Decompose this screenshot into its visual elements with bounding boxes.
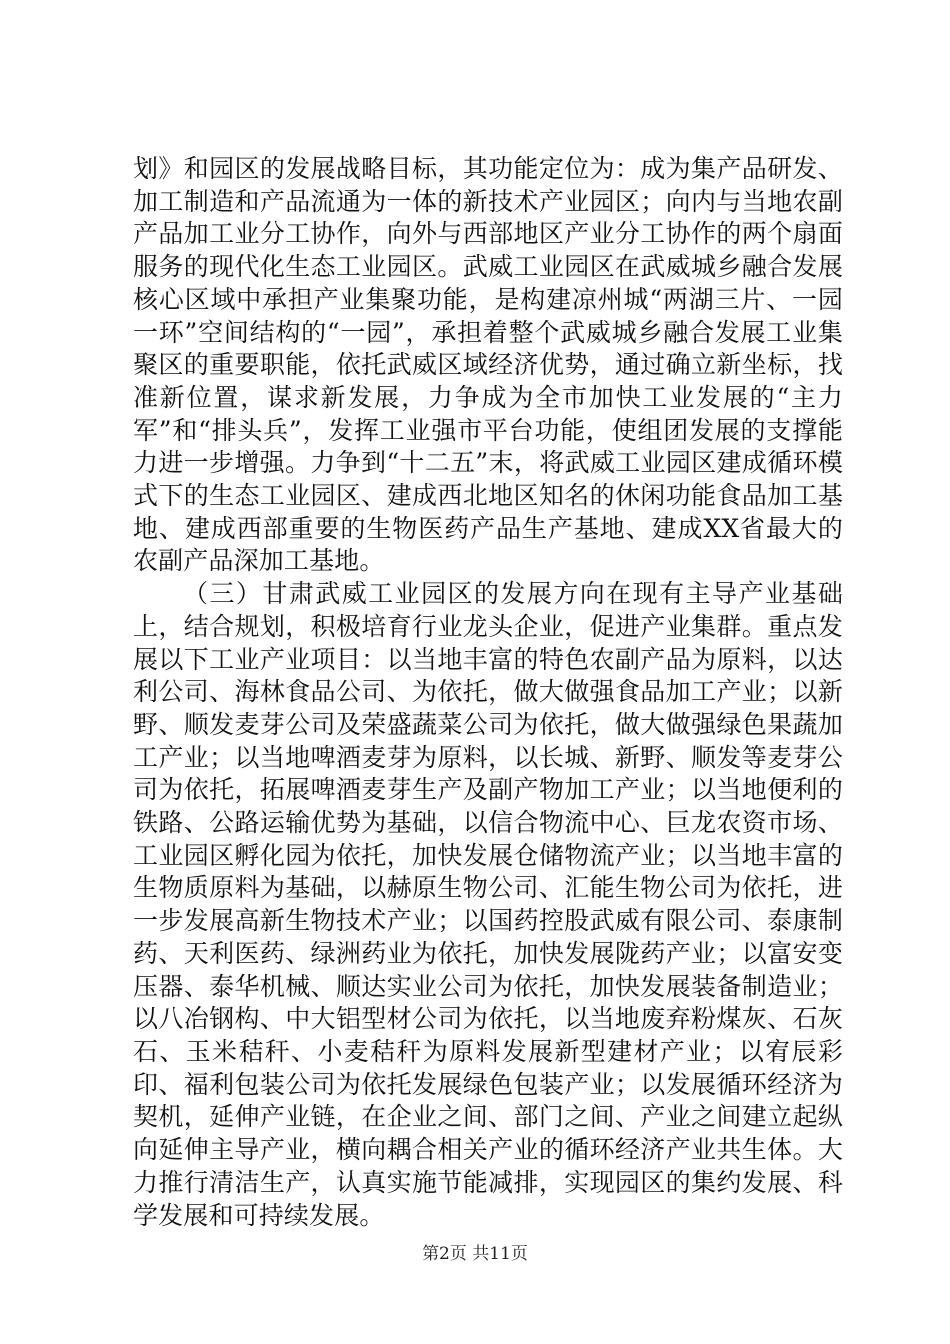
- document-body: [133, 153, 843, 1232]
- paragraph-development-direction: （三）甘肃武威工业园区的发展方向在现有主导产业基础上，结合规划，积极培育行业龙头企业，促进产业集群。重点发展以下工业产业项目：以当地丰富的特色农副产品为原料，以达利公司、海林食品公司、为依托，做大做强食品加工产业；以新野、顺发麦芽公司及荣盛蔬菜公司为依托，做大做强绿色果蔬加工产业；以当地啤酒麦芽为原料，以长城、新野、顺发等麦芽公司为依托，拓展啤酒麦芽生产及副产物加工产业；以当地便利的铁路、公路运输优势为基础，以信合物流中心、巨龙农资市场、工业园区孵化园为依托，加快发展仓储物流产业；以当地丰富的生物质原料为基础，以赫原生物公司、汇能生物公司为依托，进一步发展高新生物技术产业；以国药控股武威有限公司、泰康制药、天利医药、绿洲药业为依托，加快发展陇药产业；以富安变压器、泰华机械、顺达实业公司为依托，加快发展装备制造业；以八冶钢构、中大铝型材公司为依托，以当地废弃粉煤灰、石灰石、玉米秸秆、小麦秸秆为原料发展新型建材产业；以宥辰彩印、福利包装公司为依托发展绿色包装产业；以发展循环经济为契机，延伸产业链，在企业之间、部门之间、产业之间建立起纵向延伸主导产业，横向耦合相关产业的循环经济产业共生体。大力推行清洁生产，认真实施节能减排，实现园区的集约发展、科学发展和可持续发展。: [133, 579, 843, 1230]
- page-number-footer: 第2页 共11页: [422, 1244, 528, 1264]
- paragraph-continuation: 划》和园区的发展战略目标，其功能定位为：成为集产品研发、加工制造和产品流通为一体的新技术产业园区；向内与当地农副产品加工业分工协作，向外与西部地区产业分工协作的两个扇面服务的现代化生态工业园区。武威工业园区在武威城乡融合发展核心区域中承担产业集聚功能，是构建凉州城“两湖三片、一园一环”空间结构的“一园”，承担着整个武威城乡融合发展工业集聚区的重要职能，依托武威区域经济优势，通过确立新坐标，找准新位置，谋求新发展，力争成为全市加快工业发展的“主力军”和“排头兵”，发挥工业强市平台功能，使组团发展的支撑能力进一步增强。力争到“十二五”末，将武威工业园区建成循环模式下的生态工业园区、建成西北地区知名的休闲功能食品加工基地、建成西部重要的生物医药产品生产基地、建成XX省最大的农副产品深加工基地。: [133, 154, 843, 576]
